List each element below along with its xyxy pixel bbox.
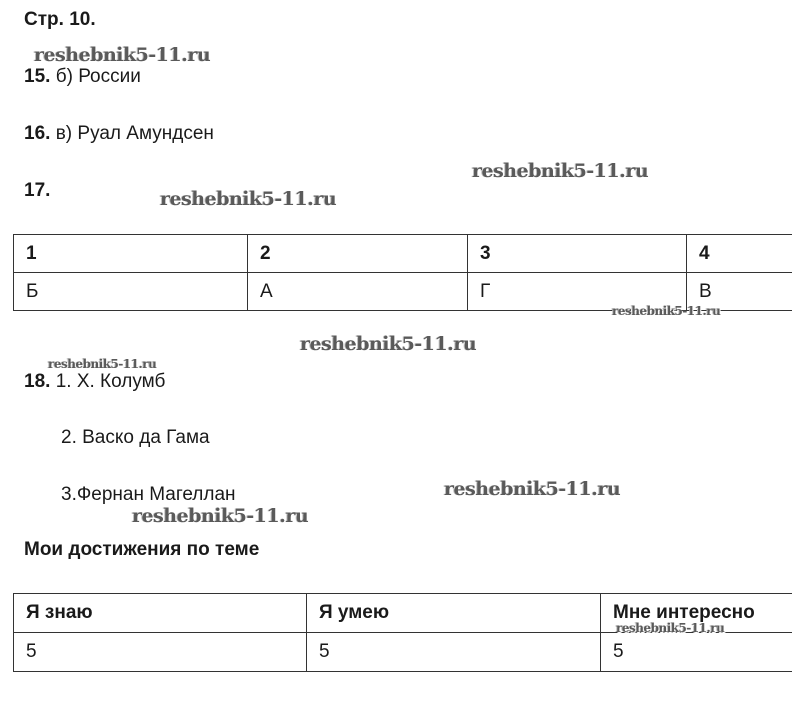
table-header-cell: 2 [248, 235, 468, 273]
table-header-cell: Я знаю [14, 594, 307, 633]
answer-17 [24, 180, 50, 202]
table-header-cell: 4 [687, 235, 792, 273]
table-cell: 5 [601, 633, 792, 672]
answer-16-text: в) Руал Амундсен [55, 123, 214, 144]
answer-16 [24, 123, 214, 145]
watermark: reshebnik5-11.ru [34, 44, 211, 66]
answer-17-number: 17. [24, 180, 51, 201]
table-cell: А [248, 273, 468, 311]
table-cell: 5 [307, 633, 601, 672]
table-header-cell: Я умею [307, 594, 601, 633]
answer-18-number: 18. [24, 371, 51, 392]
answer-18-item: 1. Х. Колумб [55, 371, 166, 392]
page-heading: Стр. 10. [24, 9, 96, 30]
table-header-row [14, 235, 792, 273]
table-cell: Г [468, 273, 687, 311]
table-header-cell: Мне интересно [601, 594, 792, 633]
answer-16-number: 16. [24, 123, 51, 144]
answer-18-item: 3.Фернан Магеллан [61, 484, 236, 505]
answer-15-number: 15. [24, 66, 51, 87]
watermark: reshebnik5-11.ru [612, 304, 721, 318]
table-cell: В [687, 273, 792, 311]
achievements-title: Мои достижения по теме [24, 539, 260, 560]
watermark: reshebnik5-11.ru [160, 188, 337, 210]
table-cell: 5 [14, 633, 307, 672]
watermark: reshebnik5-11.ru [472, 160, 649, 182]
watermark: reshebnik5-11.ru [132, 505, 309, 527]
table-header-cell: 1 [14, 235, 248, 273]
answer-15-text: б) России [55, 66, 141, 87]
table-row [14, 633, 792, 672]
answer-18-item: 2. Васко да Гама [61, 427, 210, 448]
answer-17-table [13, 234, 792, 311]
watermark: reshebnik5-11.ru [48, 357, 157, 371]
table-header-cell: 3 [468, 235, 687, 273]
answer-15 [24, 66, 141, 88]
watermark: reshebnik5-11.ru [444, 478, 621, 500]
answer-18 [24, 371, 165, 393]
table-cell: Б [14, 273, 248, 311]
watermark: reshebnik5-11.ru [616, 621, 725, 635]
watermark: reshebnik5-11.ru [300, 333, 477, 355]
